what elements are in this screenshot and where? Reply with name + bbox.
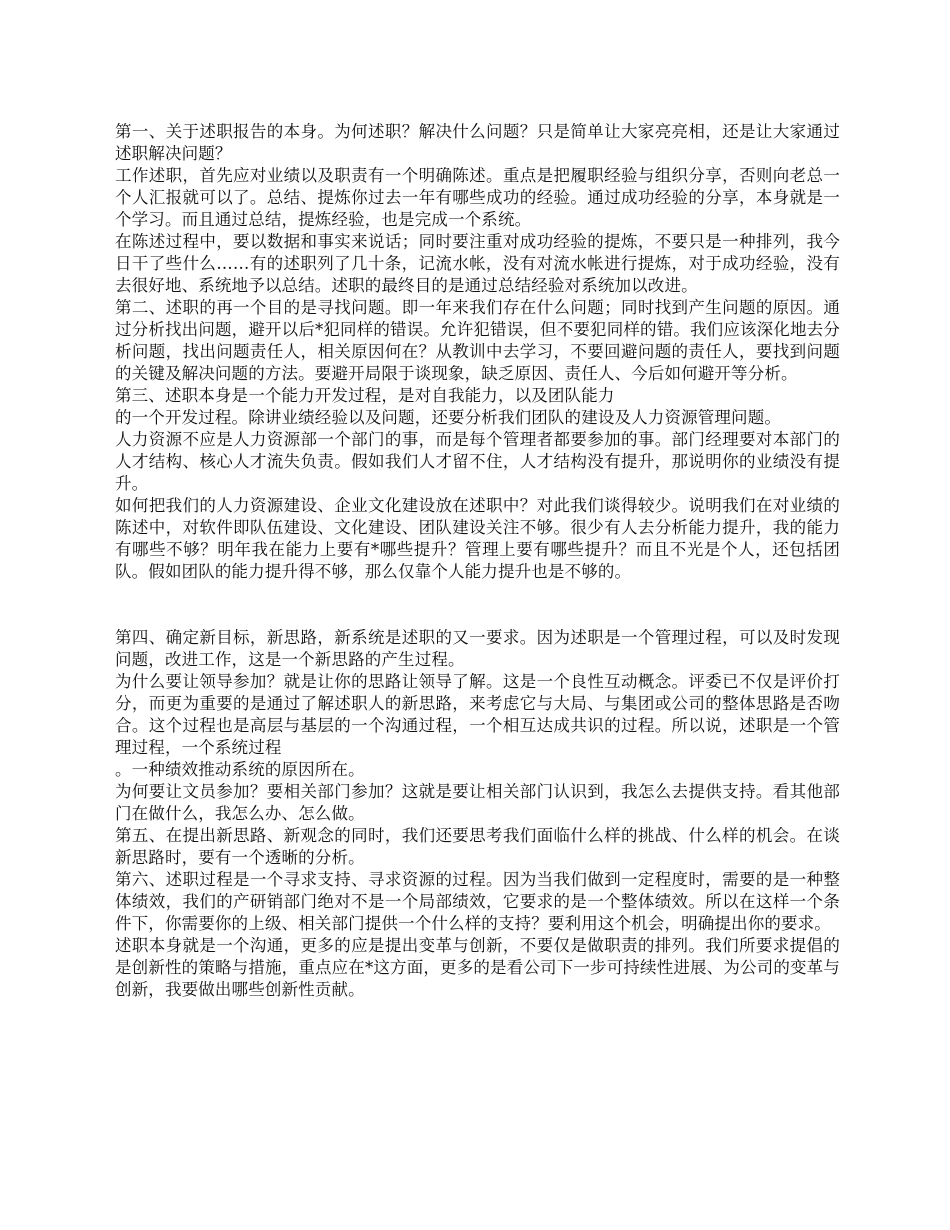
paragraph-culture-building: 如何把我们的人力资源建设、企业文化建设放在述职中？对此我们谈得较少。说明我们在对业绩的陈述中，对软件即队伍建设、文化建设、团队建设关注不够。很少有人去分析能力提升，我的能力有哪些不够？明年我在能力上要有*哪些提升？管理上要有哪些提升？而且不光是个人，还包括团队。假如团队的能力提升得不够，那么仅靠个人能力提升也是不够的。 — [115, 496, 840, 581]
paragraph-section-one-heading: 第一、关于述职报告的本身。为何述职？解决什么问题？只是简单让大家亮亮相，还是让大家通过述职解决问题？ — [115, 122, 840, 163]
paragraph-section-five-challenges: 第五、在提出新思路、新观念的同时，我们还要思考我们面临什么样的挑战、什么样的机会。在谈新思路时，要有一个透晰的分析。 — [115, 826, 840, 867]
paragraph-innovation: 述职本身就是一个沟通，更多的应是提出变革与创新，不要仅是做职责的排列。我们所要求提倡的是创新性的策略与措施，重点应在*这方面，更多的是看公司下一步可持续性进展、为公司的变革与创新，我要做出哪些创新性贡献。 — [115, 936, 840, 999]
paragraph-section-two-problems: 第二、述职的再一个目的是寻找问题。即一年来我们存在什么问题；同时找到产生问题的原因。通过分析找出问题，避开以后*犯同样的错误。允许犯错误，但不要犯同样的错。我们应该深化地去分析问题，找出问题责任人，相关原因何在？从教训中去学习，不要回避问题的责任人，要找到问题的关键及解决问题的方法。要避开局限于谈现象，缺乏原因、责任人、今后如何避开等分析。 — [115, 298, 840, 383]
paragraph-human-resources: 人力资源不应是人力资源部一个部门的事，而是每个管理者都要参加的事。部门经理要对本部门的人才结构、核心人才流失负责。假如我们人才留不住，人才结构没有提升，那说明你的业绩没有提升。 — [115, 430, 840, 493]
paragraph-performance-system: 。一种绩效推动系统的原因所在。 — [115, 760, 365, 779]
document-body — [115, 121, 840, 1001]
paragraph-spacer — [115, 583, 840, 605]
paragraph-section-six-support: 第六、述职过程是一个寻求支持、寻求资源的过程。因为当我们做到一定程度时，需要的是一种整体绩效，我们的产研销部门绝对不是一个局部绩效，它要求的是一个整体绩效。所以在这样一个条件下，你需要你的上级、相关部门提供一个什么样的支持？要利用这个机会，明确提出你的要求。 — [115, 870, 840, 933]
paragraph-leadership-participation: 为什么要让领导参加？就是让你的思路让领导了解。这是一个良性互动概念。评委已不仅是评价打分，而更为重要的是通过了解述职人的新思路，来考虑它与大局、与集团或公司的整体思路是否吻合。这个过程也是高层与基层的一个沟通过程，一个相互达成共识的过程。所以说，述职是一个管理过程，一个系统过程 — [115, 672, 840, 757]
paragraph-work-report: 工作述职，首先应对业绩以及职责有一个明确陈述。重点是把履职经验与组织分享，否则向老总一个人汇报就可以了。总结、提炼你过去一年有哪些成功的经验。通过成功经验的分享，本身就是一个学习。而且通过总结，提炼经验，也是完成一个系统。 — [115, 166, 840, 229]
paragraph-section-three-ability: 第三、述职本身是一个能力开发过程，是对自我能力，以及团队能力 — [115, 386, 615, 405]
paragraph-spacer — [115, 605, 840, 627]
paragraph-section-four-new-goals: 第四、确定新目标，新思路，新系统是述职的又一要求。因为述职是一个管理过程，可以及时发现问题，改进工作，这是一个新思路的产生过程。 — [115, 628, 840, 669]
paragraph-data-facts: 在陈述过程中，要以数据和事实来说话；同时要注重对成功经验的提炼，不要只是一种排列，我今日干了些什么……有的述职列了几十条，记流水帐，没有对流水帐进行提炼，对于成功经验，没有去很好地、系统地予以总结。述职的最终目的是通过总结经验对系统加以改进。 — [115, 232, 840, 295]
paragraph-staff-participation: 为何要让文员参加？要相关部门参加？这就是要让相关部门认识到，我怎么去提供支持。看其他部门在做什么，我怎么办、怎么做。 — [115, 782, 840, 823]
paragraph-team-development: 的一个开发过程。除讲业绩经验以及问题，还要分析我们团队的建设及人力资源管理问题。 — [115, 408, 781, 427]
